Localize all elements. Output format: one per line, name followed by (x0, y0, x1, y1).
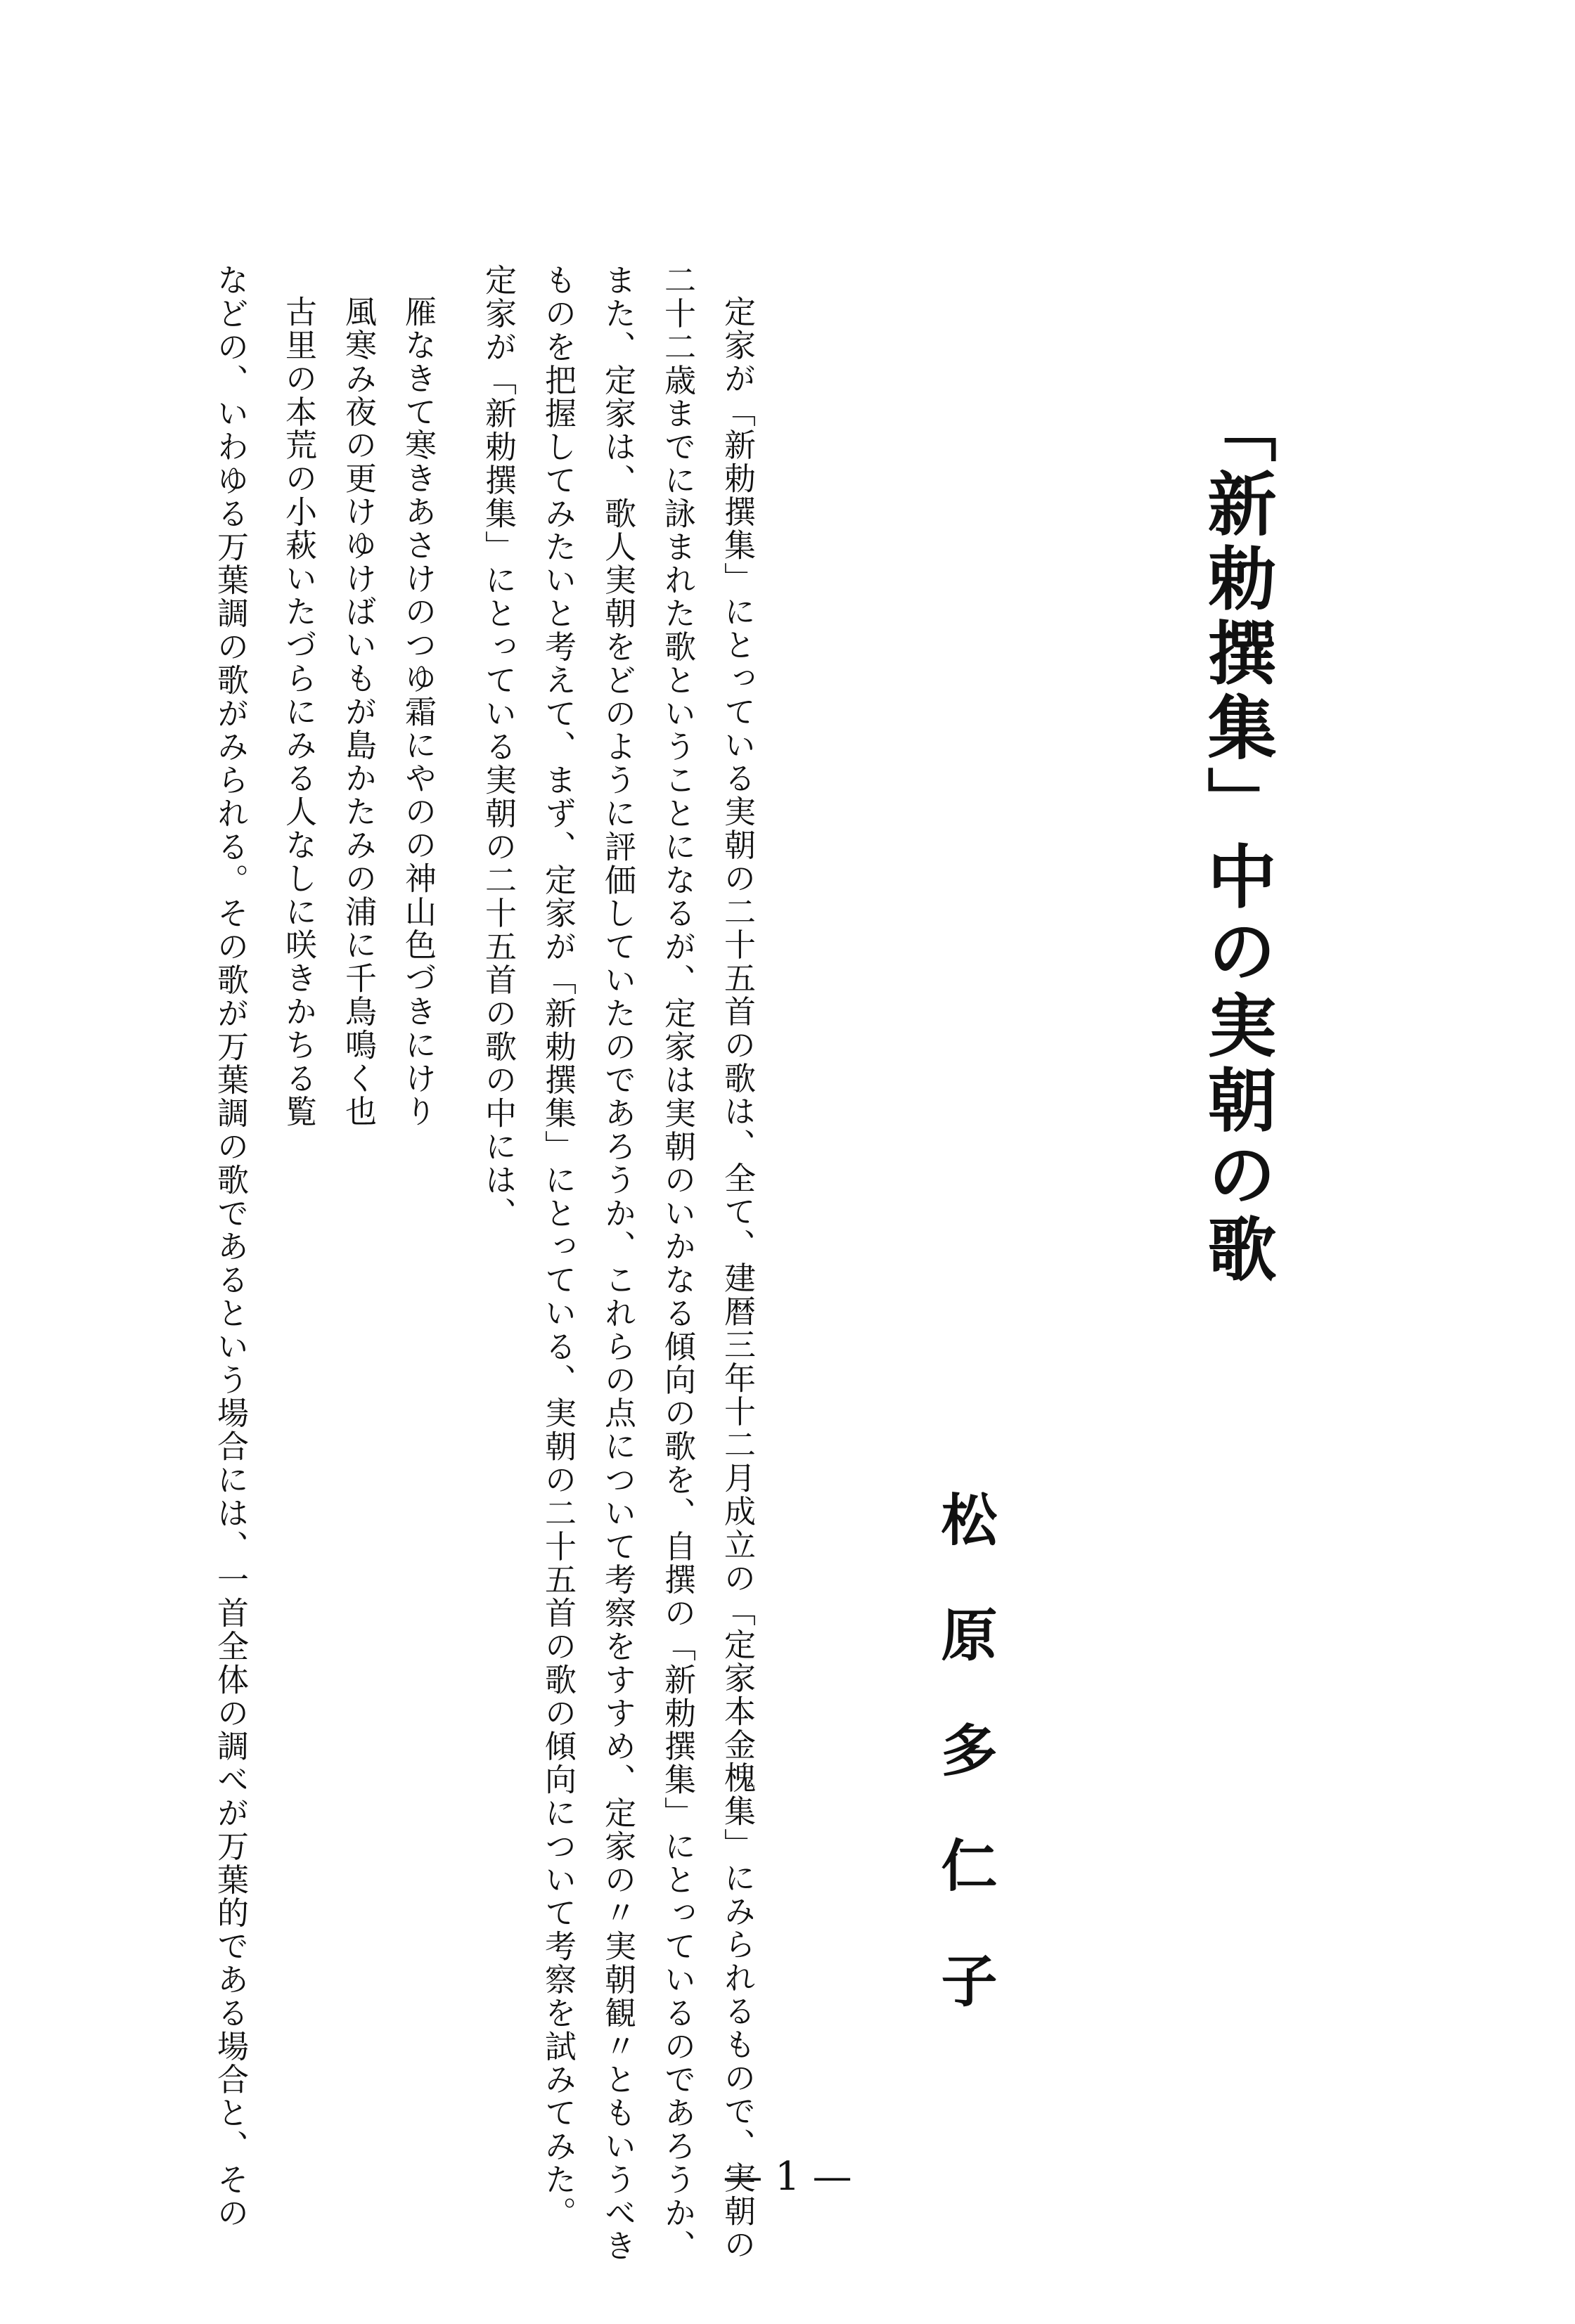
body-line-1: 定家が「新勅撰集」にとっている実朝の二十五首の歌は、全て、建暦三年十二月成立の「定家本金槐集」にみられるもので、実朝の (719, 295, 756, 2261)
body-line-2: 二十二歳までに詠まれた歌ということになるが、定家は実朝のいかなる傾向の歌を、自撰の「新勅撰集」にとっているのであろうか、 (659, 264, 696, 2263)
poem-line-3: 古里の本荒の小萩いたづらにみる人なしに咲きかちる覧 (280, 295, 317, 1128)
body-line-3: また、定家は、歌人実朝をどのように評価していたのであろうか、これらの点について考察をすすめ、定家の〃実朝観〃ともいうべき (599, 264, 636, 2263)
poem-line-1: 雁なきて寒きあさけのつゆ霜にやのの神山色づきにけり (399, 295, 437, 1128)
body-line-6: などの、いわゆる万葉調の歌がみられる。その歌が万葉調の歌であるという場合には、一首全体の調べが万葉的である場合と、その (212, 264, 249, 2230)
author-name: 松原多仁子 (932, 1490, 998, 2067)
body-line-5: 定家が「新勅撰集」にとっている実朝の二十五首の歌の中には、 (480, 264, 517, 1230)
poem-line-2: 風寒み夜の更けゆけばいもが島かたみの浦に千鳥鳴く也 (340, 295, 377, 1128)
article-title: 「新勅撰集」中の実朝の歌 (1196, 394, 1277, 1288)
page-number: — 1 — (723, 2154, 852, 2200)
body-line-4: ものを把握してみたいと考えて、まず、定家が「新勅撰集」にとっている、実朝の二十五首の歌の傾向について考察を試みてみた。 (539, 264, 577, 2230)
